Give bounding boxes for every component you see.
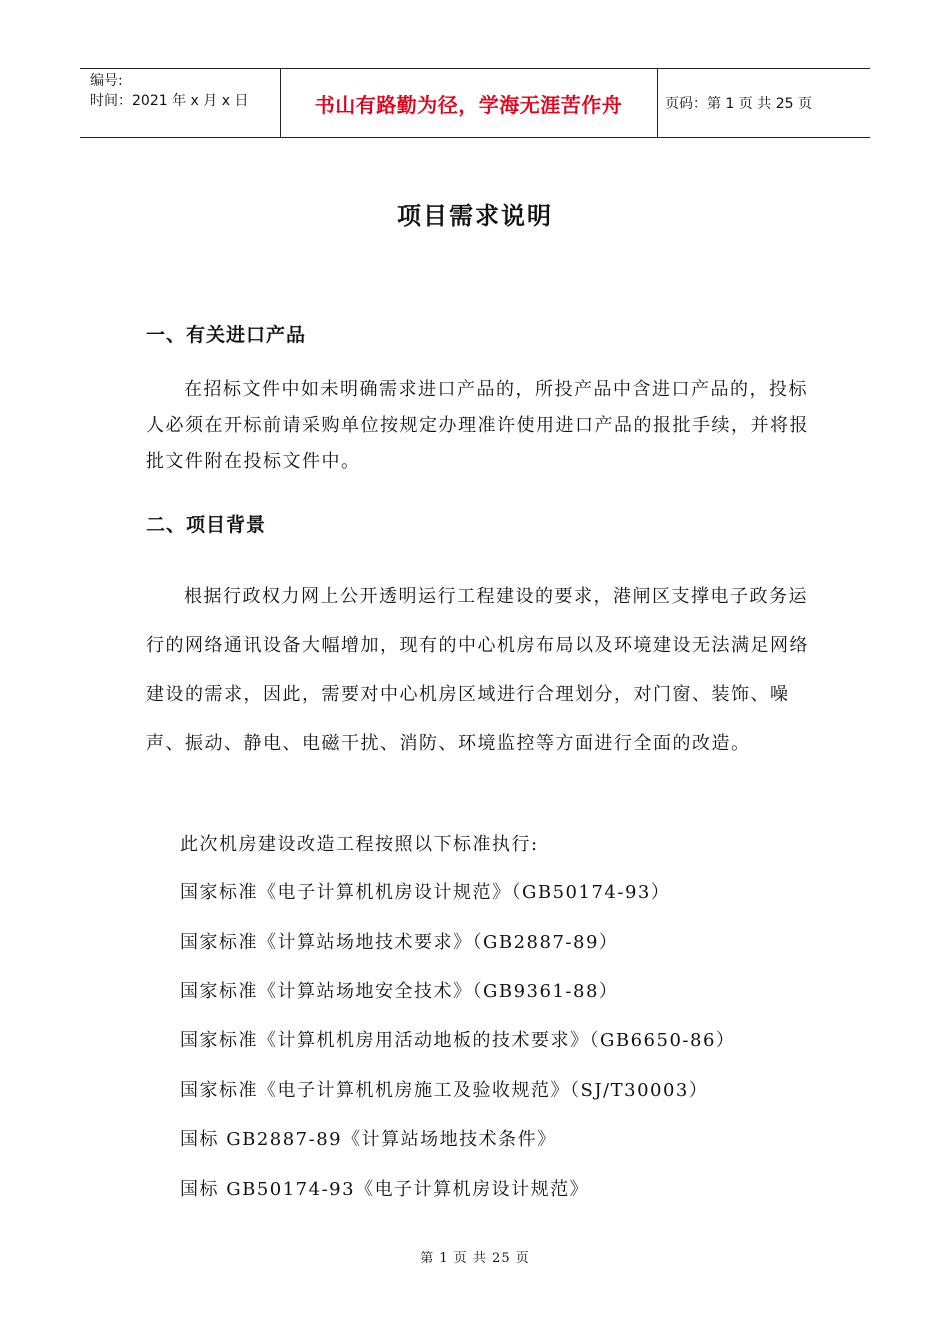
time-label: 时间：2021 年 x 月 x 日 <box>90 93 249 109</box>
standard-item: 国家标准《计算机机房用活动地板的技术要求》（GB6650-86） <box>180 1030 736 1051</box>
standard-item: 国家标准《计算站场地安全技术》（GB9361-88） <box>180 981 619 1002</box>
standards-intro: 此次机房建设改造工程按照以下标准执行: <box>180 834 539 855</box>
standard-item: 国家标准《计算站场地技术要求》（GB2887-89） <box>180 932 619 953</box>
header-table <box>80 68 870 138</box>
section-paragraph-background: 根据行政权力网上公开透明运行工程建设的要求，港闸区支撑电子政务运行的网络通讯设备大幅增加，现有的中心机房布局以及环境建设无法满足网络建设的需求，因此，需要对中心机房区域进行合理划分，对门窗、装饰、噪声、振动、静电、电磁干扰、消防、环境监控等方面进行全面的改造。 <box>146 586 809 754</box>
section-heading-imports: 一、有关进口产品 <box>146 324 307 346</box>
header-page-info: 页码：第 1 页 共 25 页 <box>665 96 812 112</box>
page-footer: 第 1 页 共 25 页 <box>420 1251 530 1266</box>
document-title: 项目需求说明 <box>397 202 553 230</box>
header-meta <box>90 71 248 111</box>
standard-item: 国家标准《电子计算机机房施工及验收规范》（SJ/T30003） <box>180 1080 709 1101</box>
header-motto: 书山有路勤为径，学海无涯苦作舟 <box>314 92 623 117</box>
standard-item: 国标 GB2887-89《计算站场地技术条件》 <box>180 1129 557 1150</box>
code-label: 编号: <box>90 73 123 89</box>
header-divider <box>657 69 658 137</box>
section-heading-background: 二、项目背景 <box>146 514 267 536</box>
section-paragraph-imports: 在招标文件中如未明确需求进口产品的，所投产品中含进口产品的，投标人必须在开标前请采购单位按规定办理准许使用进口产品的报批手续，并将报批文件附在投标文件中。 <box>146 379 809 472</box>
standard-item: 国标 GB50174-93《电子计算机房设计规范》 <box>180 1179 590 1200</box>
standard-item: 国家标准《电子计算机机房设计规范》（GB50174-93） <box>180 882 671 903</box>
